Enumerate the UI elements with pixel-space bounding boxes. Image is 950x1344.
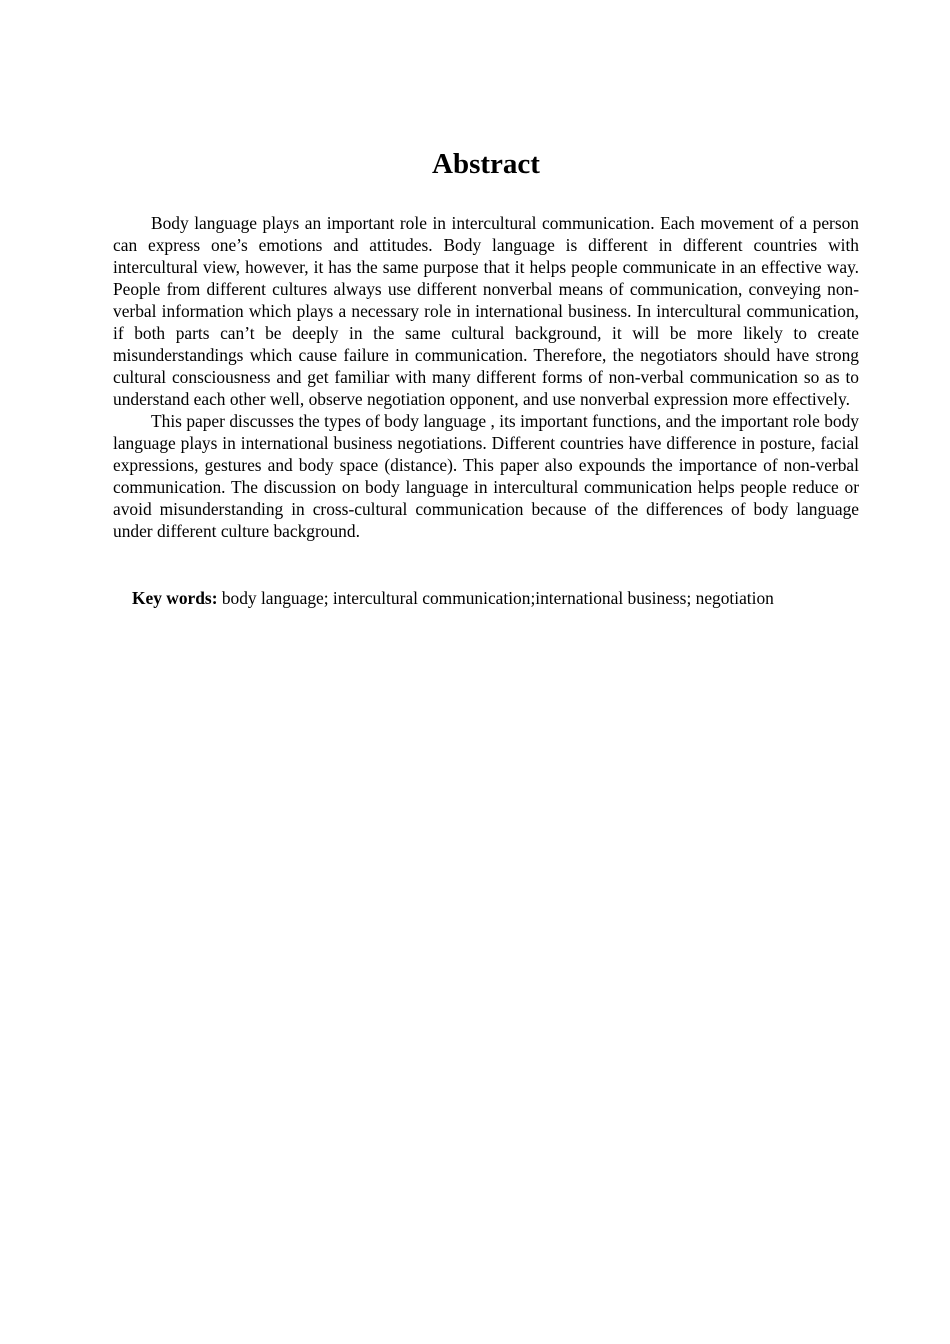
keywords-line <box>132 587 892 609</box>
page-title: Abstract <box>432 148 540 180</box>
abstract-body <box>113 212 859 542</box>
abstract-paragraph-1: Body language plays an important role in intercultural communication. Each movement of a person can express one’s emotions and attitudes. Body language is different in different countries with intercultural view, however, it has the same purpose that it helps people communicate in an effective way. People from different cultures always use different nonverbal means of communication, conveying non-verbal information which plays a necessary role in international business. In intercultural communication, if both parts can’t be deeply in the same cultural background, it will be more likely to create misunderstandings which cause failure in communication. Therefore, the negotiators should have strong cultural consciousness and get familiar with many different forms of non-verbal communication so as to understand each other well, observe negotiation opponent, and use nonverbal expression more effectively. <box>113 213 859 409</box>
keywords-text: body language; intercultural communication;international business; negotiation <box>217 588 774 608</box>
keywords-label: Key words: <box>132 588 218 608</box>
abstract-paragraph-2: This paper discusses the types of body language , its important functions, and the important role body language plays in international business negotiations. Different countries have difference in posture, facial expressions, gestures and body space (distance). This paper also expounds the importance of non-verbal communication. The discussion on body language in intercultural communication helps people reduce or avoid misunderstanding in cross-cultural communication because of the differences of body language under different culture background. <box>113 411 859 541</box>
